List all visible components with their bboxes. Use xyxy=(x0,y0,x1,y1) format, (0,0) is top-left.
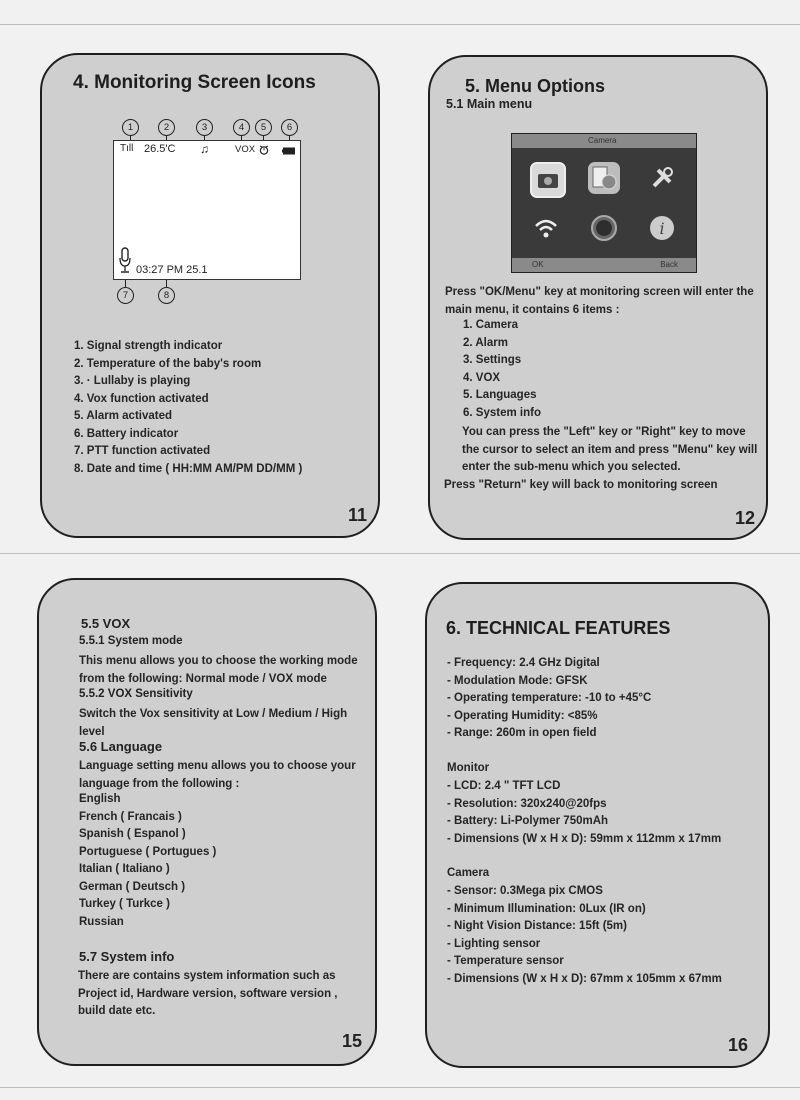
list-item: 4. Vox function activated xyxy=(74,392,209,405)
general-specs xyxy=(447,655,651,743)
vox-indicator: VOX xyxy=(235,144,256,155)
monitor-heading: Monitor xyxy=(447,762,490,774)
list-item: 4. VOX xyxy=(463,371,501,384)
svg-text:i: i xyxy=(659,219,665,238)
text-line: This menu allows you to choose the working mode xyxy=(79,655,358,667)
text-line: You can press the "Left" key or "Right" key to move xyxy=(462,426,746,438)
text-line: Press "OK/Menu" key at monitoring screen will enter the xyxy=(445,286,754,298)
menu-screen-header-label: Camera xyxy=(588,136,617,145)
callout-2: 2 xyxy=(158,119,175,136)
callout-4: 4 xyxy=(233,119,250,136)
system-info-icon xyxy=(646,212,678,244)
list-item: 3. · Lullaby is playing xyxy=(74,375,191,387)
callout-7: 7 xyxy=(117,287,134,304)
icon-legend-list xyxy=(74,338,302,478)
main-menu-intro xyxy=(445,284,754,319)
settings-icon xyxy=(646,162,678,194)
list-item: German ( Deutsch ) xyxy=(79,880,186,893)
menu-screen-back-label: Back xyxy=(660,260,678,269)
spec-item: - Resolution: 320x240@20fps xyxy=(447,797,607,810)
text-line: enter the sub-menu which you selected. xyxy=(462,461,681,473)
list-item: 7. PTT function activated xyxy=(74,445,211,457)
list-item: 3. Settings xyxy=(463,354,522,366)
vox-sensitivity-heading: 5.5.2 VOX Sensitivity xyxy=(79,688,193,700)
list-item: 2. Temperature of the baby's room xyxy=(74,357,262,370)
camera-icon xyxy=(530,162,566,198)
page-number-12: 12 xyxy=(735,508,756,528)
text-line: Switch the Vox sensitivity at Low / Medium / High xyxy=(79,708,348,720)
page-12-title: 5. Menu Options xyxy=(465,76,606,96)
text-line: Language setting menu allows you to choose your xyxy=(79,760,356,772)
page-12-subtitle: 5.1 Main menu xyxy=(446,97,533,111)
text-line: level xyxy=(79,725,105,738)
list-item: English xyxy=(79,793,121,805)
list-item: 6. Battery indicator xyxy=(74,427,179,440)
page-number-16: 16 xyxy=(728,1035,749,1055)
monitor-specs xyxy=(447,778,721,848)
text-line: Project id, Hardware version, software version , xyxy=(78,987,338,1000)
fold-line-top xyxy=(0,24,800,25)
page-16-title: 6. TECHNICAL FEATURES xyxy=(446,618,671,638)
camera-specs xyxy=(447,883,722,988)
callout-line xyxy=(125,280,126,287)
vox-heading: 5.5 VOX xyxy=(81,616,131,631)
text-line: from the following: Normal mode / VOX mode xyxy=(79,672,327,685)
spec-item: - Dimensions (W x H x D): 59mm x 112mm x 17mm xyxy=(447,832,722,845)
fold-line-middle xyxy=(0,553,800,554)
list-item: 1. Camera xyxy=(463,319,518,331)
spec-item: - Night Vision Distance: 15ft (5m) xyxy=(447,920,627,932)
callout-line xyxy=(166,280,167,287)
system-info-heading: 5.7 System info xyxy=(79,949,175,964)
spec-item: - Range: 260m in open field xyxy=(447,727,597,739)
vox-menu-icon xyxy=(530,212,562,244)
battery-icon xyxy=(282,146,296,158)
text-line: main menu, it contains 6 items : xyxy=(445,303,620,316)
list-item: Spanish ( Espanol ) xyxy=(79,828,186,840)
callout-3: 3 xyxy=(196,119,213,136)
fold-line-bottom xyxy=(0,1087,800,1088)
spec-item: - Minimum Illumination: 0Lux (IR on) xyxy=(447,902,646,915)
menu-screen-footer xyxy=(512,258,696,272)
spec-item: - Lighting sensor xyxy=(447,937,541,950)
text-line: build date etc. xyxy=(78,1005,156,1017)
page-11-title: 4. Monitoring Screen Icons xyxy=(73,72,316,93)
list-item: French ( Francais ) xyxy=(79,810,182,823)
spec-item: - Sensor: 0.3Mega pix CMOS xyxy=(447,885,603,897)
spec-item: - Modulation Mode: GFSK xyxy=(447,674,588,687)
language-list xyxy=(79,791,216,931)
callout-1: 1 xyxy=(122,119,139,136)
text-line: language from the following : xyxy=(79,777,240,790)
spec-item: - Dimensions (W x H x D): 67mm x 105mm x 67mm xyxy=(447,972,722,985)
list-item: 6. System info xyxy=(463,406,541,419)
text-line: There are contains system information such as xyxy=(78,970,336,982)
alarm-menu-icon xyxy=(588,162,620,194)
camera-heading: Camera xyxy=(447,867,490,879)
list-item: Russian xyxy=(79,915,124,928)
system-mode-text xyxy=(79,653,358,688)
datetime-readout: 03:27 PM 25.1 xyxy=(136,264,208,276)
list-item: 2. Alarm xyxy=(463,336,508,349)
alarm-icon xyxy=(259,145,269,158)
language-text xyxy=(79,758,356,793)
spec-item: - Frequency: 2.4 GHz Digital xyxy=(447,657,600,669)
list-item: 5. Languages xyxy=(463,389,537,401)
spec-item: - Operating temperature: -10 to +45°C xyxy=(447,692,652,704)
system-mode-heading: 5.5.1 System mode xyxy=(79,635,183,647)
signal-icon: Tıll xyxy=(120,143,134,154)
list-item: Portuguese ( Portugues ) xyxy=(79,845,217,858)
navigation-note xyxy=(462,424,757,477)
callout-5: 5 xyxy=(255,119,272,136)
page-number-11: 11 xyxy=(348,505,368,525)
menu-screen-header xyxy=(512,134,696,148)
text-line: the cursor to select an item and press "Menu" key will xyxy=(462,443,758,456)
callout-8: 8 xyxy=(158,287,175,304)
spec-item: - LCD: 2.4 " TFT LCD xyxy=(447,780,561,792)
list-item: Italian ( Italiano ) xyxy=(79,863,170,875)
menu-screen-ok-label: OK xyxy=(532,260,544,269)
list-item: 8. Date and time ( HH:MM AM/PM DD/MM ) xyxy=(74,462,303,475)
main-menu-items xyxy=(463,317,541,422)
list-item: 1. Signal strength indicator xyxy=(74,340,223,352)
microphone-icon xyxy=(118,247,132,278)
spec-item: - Temperature sensor xyxy=(447,955,564,967)
languages-icon xyxy=(588,212,620,244)
main-menu-screen xyxy=(511,133,697,273)
list-item: 5. Alarm activated xyxy=(74,410,173,422)
spec-item: - Operating Humidity: <85% xyxy=(447,709,598,722)
system-info-text xyxy=(78,968,337,1021)
monitoring-screen xyxy=(113,140,301,280)
vox-sensitivity-text xyxy=(79,706,347,741)
return-note: Press "Return" key will back to monitoring screen xyxy=(444,479,718,491)
music-note-icon: ♫ xyxy=(200,142,209,156)
page-number-15: 15 xyxy=(342,1031,363,1051)
temperature-readout: 26.5'C xyxy=(144,143,176,155)
language-heading: 5.6 Language xyxy=(79,739,163,754)
list-item: Turkey ( Turkce ) xyxy=(79,898,170,910)
spec-item: - Battery: Li-Polymer 750mAh xyxy=(447,815,609,827)
callout-6: 6 xyxy=(281,119,298,136)
